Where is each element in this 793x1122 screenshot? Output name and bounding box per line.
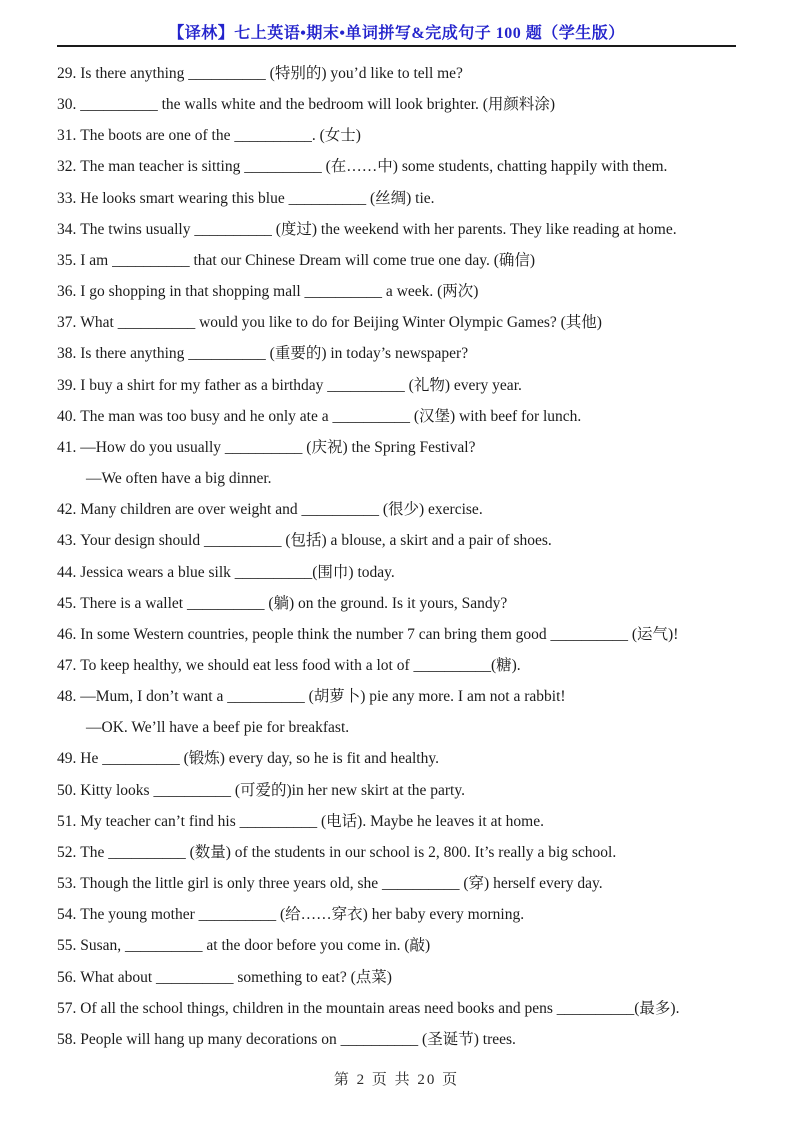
question-row [57, 89, 741, 120]
question-row [57, 681, 741, 712]
question-number: 38. [57, 345, 81, 363]
question-row [57, 370, 741, 401]
question-number: 35. [57, 251, 81, 269]
question-number: 37. [57, 314, 81, 332]
question-number: 39. [57, 376, 81, 394]
question-text: —We often have a big dinner. [86, 470, 272, 488]
question-text: There is a wallet __________ (躺) on the ground. Is it yours, Sandy? [80, 594, 508, 612]
question-row [57, 183, 741, 214]
question-row [57, 276, 741, 307]
question-number: 31. [57, 127, 81, 145]
question-text: Jessica wears a blue silk __________(围巾) today. [80, 563, 395, 581]
header-divider [57, 45, 736, 47]
question-row [57, 743, 741, 774]
question-number: 48. [57, 688, 81, 706]
question-row [57, 868, 741, 899]
question-number: 56. [57, 968, 81, 986]
question-text: Kitty looks __________ (可爱的)in her new skirt at the party. [80, 781, 465, 799]
question-row [57, 993, 741, 1024]
question-row [57, 557, 741, 588]
question-number: 57. [57, 999, 81, 1017]
question-number: 32. [57, 158, 81, 176]
question-number: 40. [57, 407, 81, 425]
question-text: Susan, __________ at the door before you come in. (敲) [80, 937, 431, 955]
question-row [57, 775, 741, 806]
question-row [57, 120, 741, 151]
page-footer: 第 2 页 共 20 页 [333, 1072, 460, 1088]
question-row [57, 307, 741, 338]
question-text: The young mother __________ (给……穿衣) her baby every morning. [80, 906, 525, 924]
question-row [57, 899, 741, 930]
question-text: He looks smart wearing this blue __________ (丝绸) tie. [80, 189, 435, 207]
question-number: 50. [57, 781, 81, 799]
question-number: 41. [57, 438, 81, 456]
question-text: What __________ would you like to do for Beijing Winter Olympic Games? (其他) [80, 314, 602, 332]
question-text: I go shopping in that shopping mall __________ a week. (两次) [80, 283, 479, 301]
question-number: 53. [57, 875, 81, 893]
question-number: 58. [57, 1030, 81, 1048]
question-number: 46. [57, 625, 81, 643]
question-row [57, 463, 741, 494]
question-row [57, 619, 741, 650]
question-number: 36. [57, 283, 81, 301]
question-text: —OK. We’ll have a beef pie for breakfast. [86, 719, 350, 737]
question-number: 33. [57, 189, 81, 207]
question-text: To keep healthy, we should eat less food with a lot of __________(糖). [80, 656, 521, 674]
question-text: Your design should __________ (包括) a blouse, a skirt and a pair of shoes. [80, 532, 552, 550]
question-row [57, 930, 741, 961]
question-number: 51. [57, 812, 81, 830]
question-text: —How do you usually __________ (庆祝) the Spring Festival? [80, 438, 476, 456]
question-row [57, 650, 741, 681]
question-row [57, 245, 741, 276]
question-text: The man was too busy and he only ate a __________ (汉堡) with beef for lunch. [80, 407, 582, 425]
question-text: The man teacher is sitting __________ (在……中) some students, chatting happily with them. [80, 158, 668, 176]
question-number: 44. [57, 563, 81, 581]
question-text: Of all the school things, children in the mountain areas need books and pens __________(最多). [80, 999, 680, 1017]
question-number: 29. [57, 65, 81, 82]
question-row [57, 837, 741, 868]
question-row [57, 962, 741, 993]
question-number: 47. [57, 656, 81, 674]
question-text: He __________ (锻炼) every day, so he is fit and healthy. [80, 750, 439, 768]
question-row [57, 58, 741, 89]
question-row [57, 525, 741, 556]
question-number: 55. [57, 937, 81, 955]
question-row [57, 214, 741, 245]
question-text: I am __________ that our Chinese Dream will come true one day. (确信) [80, 251, 536, 269]
question-text: People will hang up many decorations on __________ (圣诞节) trees. [80, 1030, 516, 1048]
question-number: 30. [57, 96, 81, 114]
question-number: 52. [57, 843, 81, 861]
question-number: 45. [57, 594, 81, 612]
question-row [57, 1024, 741, 1055]
question-text: Though the little girl is only three years old, she __________ (穿) herself every day. [80, 875, 603, 893]
question-text: My teacher can’t find his __________ (电话). Maybe he leaves it at home. [80, 812, 544, 830]
question-number: 42. [57, 501, 81, 519]
question-row [57, 432, 741, 463]
question-number: 49. [57, 750, 81, 768]
question-text: The boots are one of the __________. (女士) [80, 127, 361, 145]
question-row [57, 806, 741, 837]
question-text: Many children are over weight and __________ (很少) exercise. [80, 501, 483, 519]
question-text: Is there anything __________ (特别的) you’d like to tell me? [80, 65, 463, 82]
question-text: —Mum, I don’t want a __________ (胡萝卜) pie any more. I am not a rabbit! [80, 688, 566, 706]
question-text: What about __________ something to eat? (点菜) [80, 968, 392, 986]
question-text: The twins usually __________ (度过) the weekend with her parents. They like reading at home. [80, 220, 677, 238]
question-text: The __________ (数量) of the students in our school is 2, 800. It’s really a big school. [80, 843, 617, 861]
question-list [57, 58, 741, 1055]
question-text: __________ the walls white and the bedroom will look brighter. (用颜料涂) [80, 96, 556, 114]
page-title: 【译林】七上英语•期末•单词拼写&完成句子 100 题（学生版） [168, 25, 625, 42]
question-row [57, 588, 741, 619]
question-text: I buy a shirt for my father as a birthday __________ (礼物) every year. [80, 376, 522, 394]
question-text: In some Western countries, people think the number 7 can bring them good __________ (运气)! [80, 625, 679, 643]
question-row [57, 151, 741, 182]
question-row [57, 712, 741, 743]
question-row [57, 494, 741, 525]
question-number: 43. [57, 532, 81, 550]
question-row [57, 401, 741, 432]
question-number: 54. [57, 906, 81, 924]
question-number: 34. [57, 220, 81, 238]
question-text: Is there anything __________ (重要的) in today’s newspaper? [80, 345, 469, 363]
question-row [57, 338, 741, 369]
